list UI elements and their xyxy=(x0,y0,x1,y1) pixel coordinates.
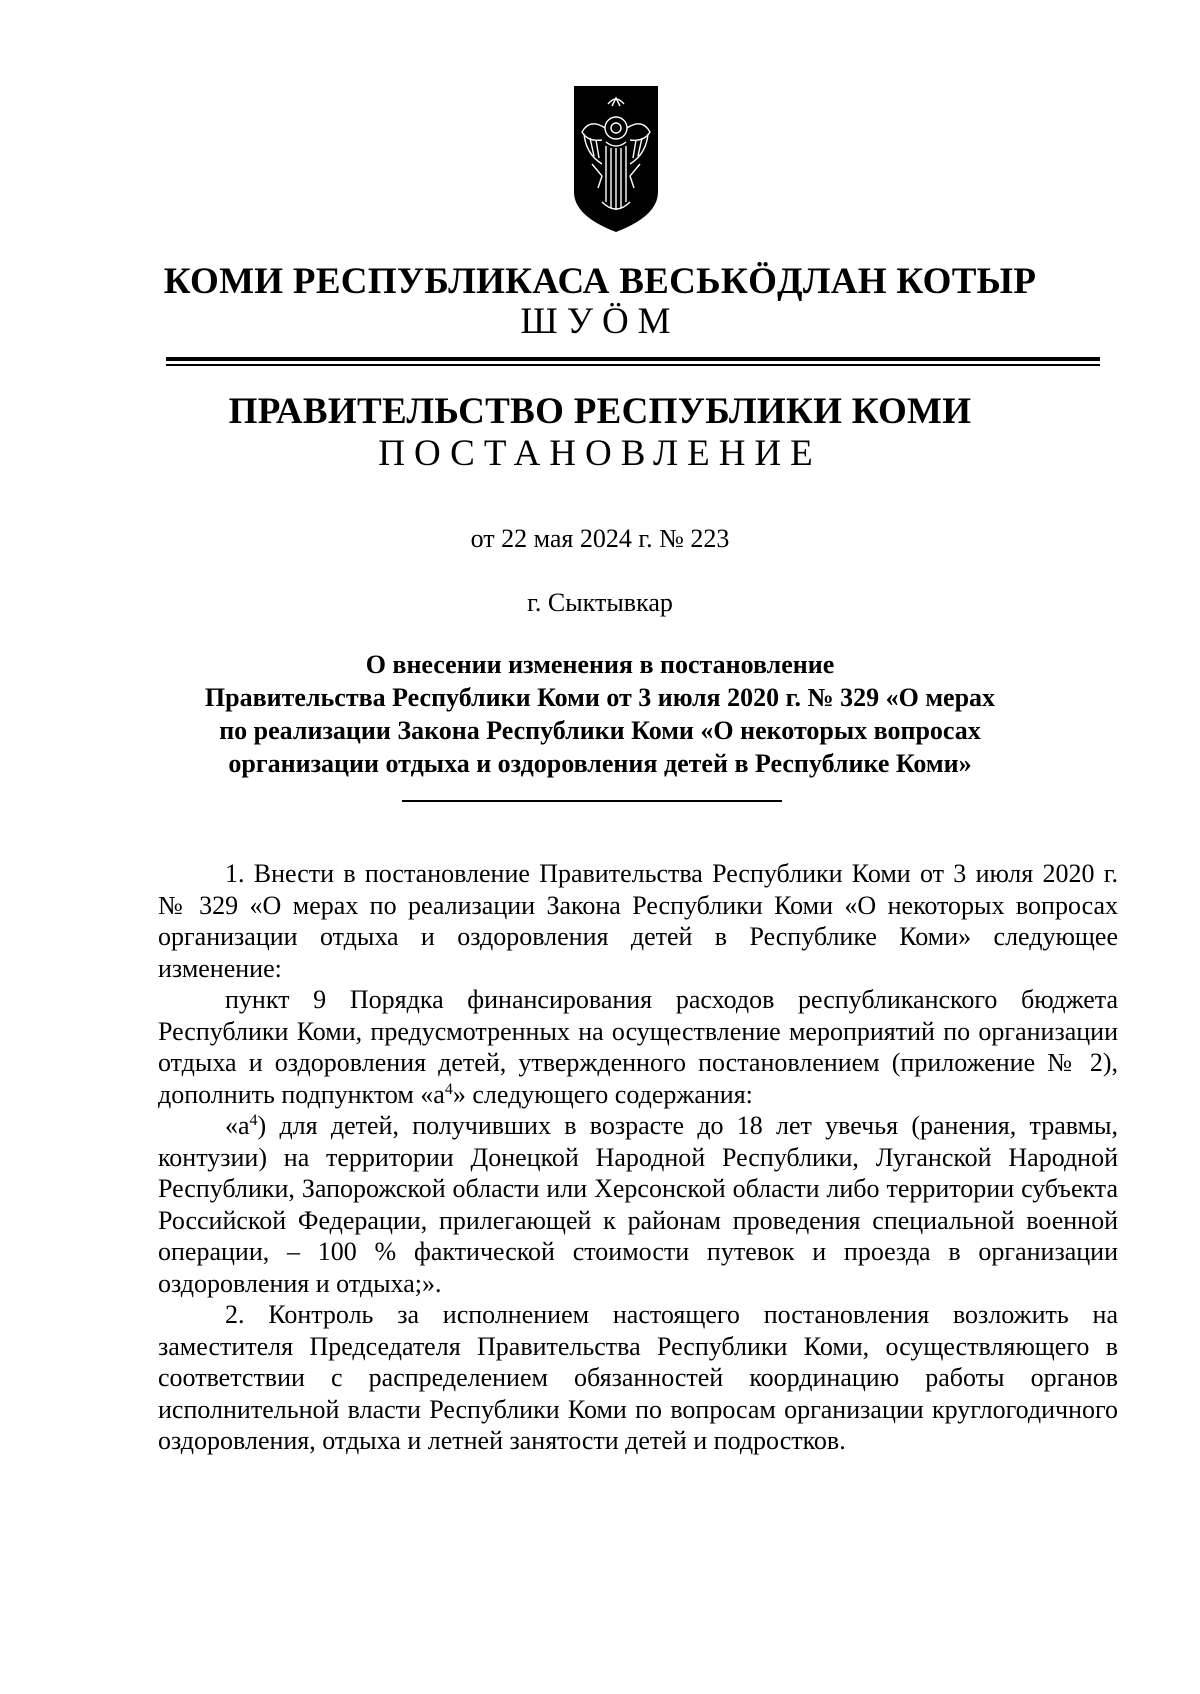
coat-of-arms-emblem xyxy=(572,84,660,234)
subject-line: О внесении изменения в постановление xyxy=(365,650,835,679)
subitem-label: «а xyxy=(225,1111,250,1140)
komi-government-title: КОМИ РЕСПУБЛИКАСА ВЕСЬКӦДЛАН КОТЫР xyxy=(163,261,1037,302)
superscript: 4 xyxy=(249,1112,258,1129)
header-divider xyxy=(166,357,1100,366)
paragraph-1: 1. Внести в постановление Правительства Республики Коми от 3 июля 2020 г. № 329 «О мерах по реализации Закона Республики Коми «О некоторых вопросах организации отдыха и оздоровления детей в Республике Коми» следующее изменение: xyxy=(158,859,1118,983)
paragraph-1-subitem xyxy=(158,1110,1118,1299)
komi-document-type: ШУӦМ xyxy=(520,301,680,342)
paragraph-2: 2. Контроль за исполнением настоящего постановления возложить на заместителя Председателя Правительства Республики Коми, осуществляющего в соответствии с распределением обязанностей координацию работы органов исполнительной власти Республики Коми по вопросам организации круглогодичного оздоровления, отдыха и летней занятости детей и подростков. xyxy=(158,1300,1118,1455)
document-date-number: от 22 мая 2024 г. № 223 xyxy=(470,524,730,553)
subject-line: по реализации Закона Республики Коми «О некоторых вопросах xyxy=(219,716,981,745)
document-city: г. Сыктывкар xyxy=(527,588,673,617)
document-subject xyxy=(150,648,1050,780)
document-type: ПОСТАНОВЛЕНИЕ xyxy=(378,433,822,474)
subject-line: организации отдыха и оздоровления детей в Республике Коми» xyxy=(228,749,972,778)
document-body xyxy=(158,858,1118,1457)
subitem-text: ) для детей, получивших в возрасте до 18 лет увечья (ранения, травмы, контузии) на территории Донецкой Народной Республики, Луганской Народной Республики, Запорожской области или Херсонской области либо территории субъекта Российской Федерации, прилегающей к районам проведения специальной военной операции, – 100 % фактической стоимости путевок и проезда в организации оздоровления и отдыха;». xyxy=(158,1111,1118,1298)
subject-divider xyxy=(402,800,782,802)
amendment-text-end: » следующего содержания: xyxy=(452,1079,753,1109)
amendment-text: пункт 9 Порядка финансирования расходов республиканского бюджета Республики Коми, предусмотренных на осуществление мероприятий по организации отдыха и оздоровления детей, утвержденного постановлением (приложение № 2), дополнить подпунктом «а xyxy=(158,985,1118,1109)
paragraph-1-amendment xyxy=(158,984,1118,1110)
government-title: ПРАВИТЕЛЬСТВО РЕСПУБЛИКИ КОМИ xyxy=(228,391,972,432)
superscript: 4 xyxy=(444,1080,453,1098)
subject-line: Правительства Республики Коми от 3 июля 2020 г. № 329 «О мерах xyxy=(204,683,996,712)
